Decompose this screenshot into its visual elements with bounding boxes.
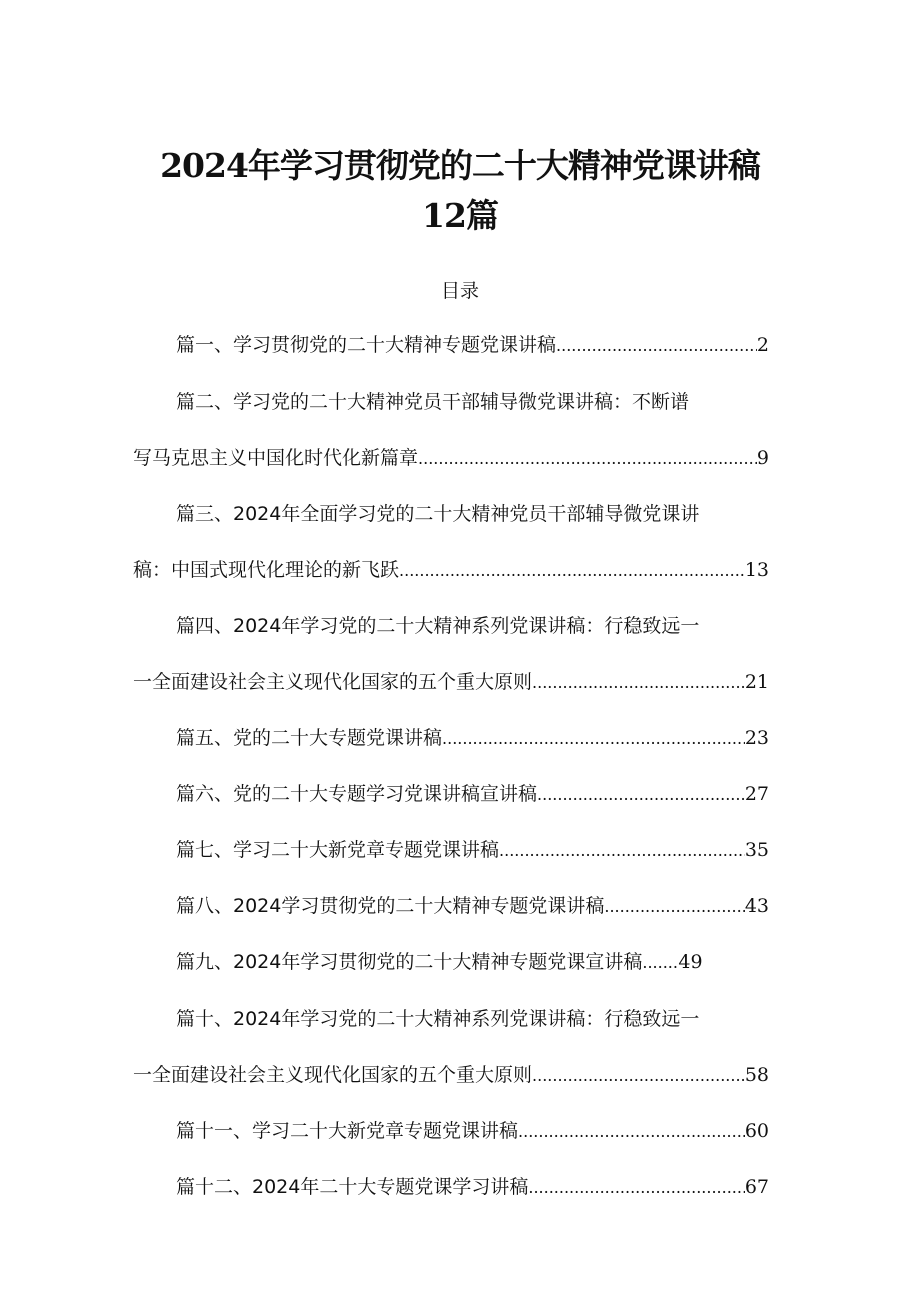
toc-entry-text: 篇十二、2024年二十大专题党课学习讲稿 [176, 1176, 529, 1198]
toc-entry-text: 篇七、学习二十大新党章专题党课讲稿 [176, 839, 500, 861]
document-title-line-1: 2024年学习贯彻党的二十大精神党课讲稿 [160, 146, 760, 185]
toc-page-number: 67 [744, 1176, 769, 1198]
toc-entry-text: 篇一、学习贯彻党的二十大精神专题党课讲稿 [176, 334, 557, 356]
toc-entry-4[interactable] [133, 613, 769, 639]
toc-entry-9[interactable] [133, 949, 769, 975]
toc-entry-3-cont[interactable] [133, 557, 769, 583]
toc-page-number: 58 [744, 1064, 769, 1086]
toc-entry-text: 写马克思主义中国化时代化新篇章 [133, 447, 419, 469]
toc-entry-text: 篇六、党的二十大专题学习党课讲稿宣讲稿 [176, 783, 538, 805]
toc-page-number: 35 [744, 839, 769, 861]
toc-entry-text: 篇三、2024年全面学习党的二十大精神党员干部辅导微党课讲 [176, 503, 700, 525]
toc-entry-10[interactable] [133, 1006, 769, 1032]
toc-page-number: 21 [744, 671, 769, 693]
toc-entry-text: 一全面建设社会主义现代化国家的五个重大原则 [133, 1064, 533, 1086]
toc-entry-4-cont[interactable] [133, 669, 769, 695]
toc-page-number: 2 [756, 334, 769, 356]
document-title-line-2: 12篇 [422, 196, 498, 235]
toc-entry-text: 稿：中国式现代化理论的新飞跃 [133, 559, 400, 581]
toc-page-number: 43 [744, 895, 769, 917]
toc-entry-text: 篇五、党的二十大专题党课讲稿 [176, 727, 443, 749]
toc-page-number: 9 [756, 447, 769, 469]
toc-entry-6[interactable] [133, 781, 769, 807]
toc-entry-10-cont[interactable] [133, 1062, 769, 1088]
toc-entry-7[interactable] [133, 837, 769, 863]
toc-entry-12[interactable] [133, 1174, 769, 1200]
toc-leader-dots [518, 1119, 745, 1145]
toc-entry-text: 篇九、2024年学习贯彻党的二十大精神专题党课宣讲稿 [176, 951, 643, 973]
toc-entry-1[interactable] [133, 332, 769, 358]
toc-leader-dots [532, 670, 745, 696]
toc-entry-8[interactable] [133, 893, 769, 919]
toc-leader-dots [537, 782, 745, 808]
toc-leader-dots [604, 894, 744, 920]
toc-leader-dots [418, 446, 757, 472]
toc-entry-text: 一全面建设社会主义现代化国家的五个重大原则 [133, 671, 533, 693]
toc-entry-2[interactable] [133, 389, 769, 415]
toc-page-number: 27 [744, 783, 769, 805]
toc-page-number: 23 [744, 727, 769, 749]
toc-entry-text: 篇四、2024年学习党的二十大精神系列党课讲稿：行稳致远一 [176, 615, 700, 637]
toc-entry-text: 篇十、2024年学习党的二十大精神系列党课讲稿：行稳致远一 [176, 1008, 700, 1030]
toc-entry-5[interactable] [133, 725, 769, 751]
toc-page-number: 49 [678, 951, 703, 973]
toc-page-number: 60 [744, 1120, 769, 1142]
toc-leader-dots [642, 950, 678, 976]
toc-entry-3[interactable] [133, 501, 769, 527]
toc-leader-dots [499, 838, 745, 864]
toc-entry-text: 篇十一、学习二十大新党章专题党课讲稿 [176, 1120, 519, 1142]
toc-entry-text: 篇二、学习党的二十大精神党员干部辅导微党课讲稿：不断谱 [176, 391, 690, 413]
toc-leader-dots [556, 333, 757, 359]
toc-heading: 目录 [440, 280, 479, 302]
toc-leader-dots [528, 1175, 744, 1201]
toc-entry-11[interactable] [133, 1118, 769, 1144]
toc-entry-text: 篇八、2024学习贯彻党的二十大精神专题党课讲稿 [176, 895, 605, 917]
toc-leader-dots [399, 558, 745, 584]
toc-leader-dots [442, 726, 745, 752]
toc-entry-2-cont[interactable] [133, 445, 769, 471]
toc-leader-dots [532, 1063, 745, 1089]
toc-page-number: 13 [744, 559, 769, 581]
